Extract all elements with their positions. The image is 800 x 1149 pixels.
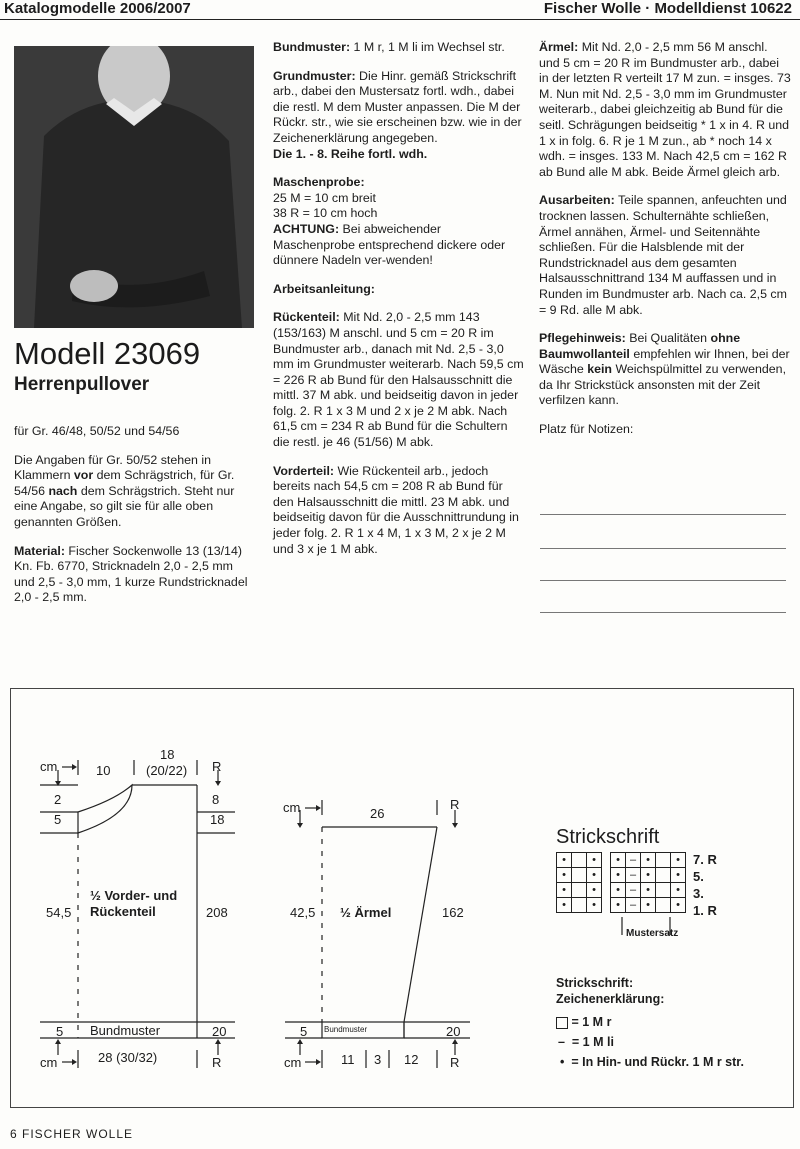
body-r-top: R	[212, 759, 222, 774]
body-b20: 20	[212, 1024, 227, 1039]
dash-icon: –	[558, 1035, 565, 1049]
row-label-7: 7. R	[693, 852, 717, 867]
sleeve-cm-bottom: cm	[284, 1055, 302, 1070]
pflegehinweis: Pflegehinweis: Bei Qualitäten ohne Baumwollanteil empfehlen wir Ihnen, bei der Wäsche kein Weichspülmittel zu verwenden, da Ihr Strickstück ansonsten mit der Zeit verfilzen kann.	[539, 331, 790, 408]
pattern-grid	[556, 852, 686, 913]
legend-item-dot: • = In Hin- und Rückr. 1 M r str.	[560, 1055, 744, 1069]
sleeve-height-r: 162	[442, 905, 464, 920]
body-r-bottom: R	[212, 1055, 222, 1070]
grid-row: • • • – • •	[557, 853, 686, 868]
sleeve-b5: 5	[300, 1024, 308, 1039]
dot-icon: •	[560, 1055, 565, 1069]
aermel: Ärmel: Mit Nd. 2,0 - 2,5 mm 56 M anschl. und 5 cm = 20 R im Bundmuster arb., dabei in der letzten R verteilt 17 M zun. = insges. 73 M. Nun mit Nd. 2,5 - 3,0 mm im Grundmuster weiterarb., dabei gleichzeitig ab Bund für die seitl. Schrägungen beidseitig * 1 x in 4. R und 1 x in folg. 6. R je 1 M zun., ab * noch 14 x wdh. = insges. 133 M. Nach 42,5 cm = 162 R ab Bund alle M abk. Beide Ärmel gleich arb.	[539, 40, 791, 179]
arbeitsanleitung-heading: Arbeitsanleitung:	[273, 281, 375, 296]
vorderteil: Vorderteil: Wie Rückenteil arb., jedoch bereits nach 54,5 cm = 208 R ab Bund für den Halsausschnitt die mittl. 23 M abk. und beidseitig davon für die Ausschnittrundung in jeder folg. 2. R 1 x 4 M, 1 x 3 M, 2 x je 2 M und 3 x je 1 M abk.	[273, 463, 519, 556]
maschenprobe: Maschenprobe: 25 M = 10 cm breit 38 R = 10 cm hoch ACHTUNG: Bei abweichender Maschenprobe entsprechend dickere oder dünnere Nadeln ver-wenden!	[273, 175, 506, 268]
row-label-3: 3.	[693, 886, 704, 901]
grid-row: • • • – • •	[557, 868, 686, 883]
body-top-18: 18	[160, 747, 175, 762]
body-r18: 18	[210, 812, 225, 827]
header-right: Fischer Wolle · Modelldienst 10622	[543, 0, 792, 17]
page-footer: 6 FISCHER WOLLE	[10, 1127, 134, 1141]
body-b5: 5	[56, 1024, 64, 1039]
legend-item-purl: – = 1 M li	[558, 1035, 614, 1049]
body-label-1: ½ Vorder- und	[90, 888, 178, 903]
body-height-r: 208	[206, 905, 228, 920]
body-bund: Bundmuster	[90, 1023, 161, 1038]
body-cm-top: cm	[40, 759, 58, 774]
row-label-5: 5.	[693, 869, 704, 884]
legend-title-1: Strickschrift:	[556, 976, 634, 990]
grundmuster: Grundmuster: Die Hinr. gemäß Strickschrift arb., dabei den Mustersatz fortl. wdh., dabei die restl. M dem Muster anpassen. Die M der Rückr. str., wie sie erscheinen bzw. wie in der Zeichenerklärung angegeben. Die 1. - 8. Reihe fortl. wdh.	[273, 68, 522, 161]
legend-title-2: Zeichenerklärung:	[556, 992, 665, 1006]
material-text: Material: Fischer Sockenwolle 13 (13/14) Kn. Fb. 6770, Stricknadeln 2,0 - 2,5 mm und 2,5 - 3,0 mm, 1 kurze Rundstricknadel 2,0 - 2,5 mm.	[14, 543, 248, 605]
ausarbeiten: Ausarbeiten: Teile spannen, anfeuchten und trocknen lassen. Schulternähte schließen, Ärmel annähen, Ärmel- und Seitennähte schließen. Für die Halsblende mit der Rundstricknadel aus dem gesamten Halsausschnittrand 134 M auffassen und in Runden im Bundmuster arb. Nach ca. 2,5 cm = 9 Rd. alle M abk.	[539, 193, 787, 317]
mustersatz-label: Mustersatz	[626, 928, 679, 939]
sleeve-cm-top: cm	[283, 800, 301, 815]
notes-label: Platz für Notizen:	[539, 422, 634, 437]
grid-row: • • • – • •	[557, 883, 686, 898]
legend-item-knit: = 1 M r	[556, 1015, 611, 1029]
model-title: Modell 23069	[14, 336, 201, 371]
body-r8: 8	[212, 792, 220, 807]
body-label-2: Rückenteil	[90, 904, 156, 919]
size-note: Die Angaben für Gr. 50/52 stehen in Klammern vor dem Schrägstrich, für Gr. 54/56 nach dem Schrägstrich. Steht nur eine Angabe, so gilt sie für alle oben genannten Größen.	[14, 452, 235, 529]
chart-title: Strickschrift	[556, 826, 660, 848]
body-top-cm: 10	[96, 763, 111, 778]
square-icon	[556, 1017, 568, 1029]
rueckenteil: Rückenteil: Mit Nd. 2,0 - 2,5 mm 143 (153/163) M anschl. und 5 cm = 20 R im Bundmuster arb., danach mit Nd. 2,5 - 3,0 mm im Grundmuster weiterarb. Nach 59,5 cm = 226 R ab Bund für den Halsausschnitt die mittl. 37 M abk. und beidseitig davon in jeder folg. 2. R 1 x 3 M und 2 x je 2 M abk. Nach 61,5 cm = 234 R ab Bund für die Schultern die restl. je 46 (51/56) M abk.	[273, 310, 524, 450]
sleeve-w1: 11	[341, 1052, 355, 1067]
body-l2: 2	[54, 792, 62, 807]
header-left: Katalogmodelle 2006/2007	[4, 0, 191, 17]
sleeve-top-width: 26	[370, 806, 385, 821]
sleeve-r-top: R	[450, 797, 460, 812]
grid-row: • • • – • •	[557, 898, 686, 913]
body-top-size: (20/22)	[146, 763, 188, 778]
sleeve-label: ½ Ärmel	[340, 905, 392, 920]
sleeve-r-bottom: R	[450, 1055, 460, 1070]
sleeve-w3: 12	[404, 1052, 419, 1067]
sleeve-b20: 20	[446, 1024, 461, 1039]
sleeve-bund: Bundmuster	[324, 1025, 368, 1034]
body-bottom-width: 28 (30/32)	[98, 1050, 158, 1065]
body-cm-bottom: cm	[40, 1055, 58, 1070]
sizes-text: für Gr. 46/48, 50/52 und 54/56	[14, 424, 180, 438]
body-height-cm: 54,5	[46, 905, 72, 920]
bundmuster: Bundmuster: 1 M r, 1 M li im Wechsel str.	[273, 40, 505, 54]
model-subtitle: Herrenpullover	[14, 374, 150, 395]
sleeve-height-cm: 42,5	[290, 905, 316, 920]
body-l5: 5	[54, 812, 62, 827]
row-label-1: 1. R	[693, 903, 717, 918]
sleeve-w2: 3	[374, 1052, 382, 1067]
